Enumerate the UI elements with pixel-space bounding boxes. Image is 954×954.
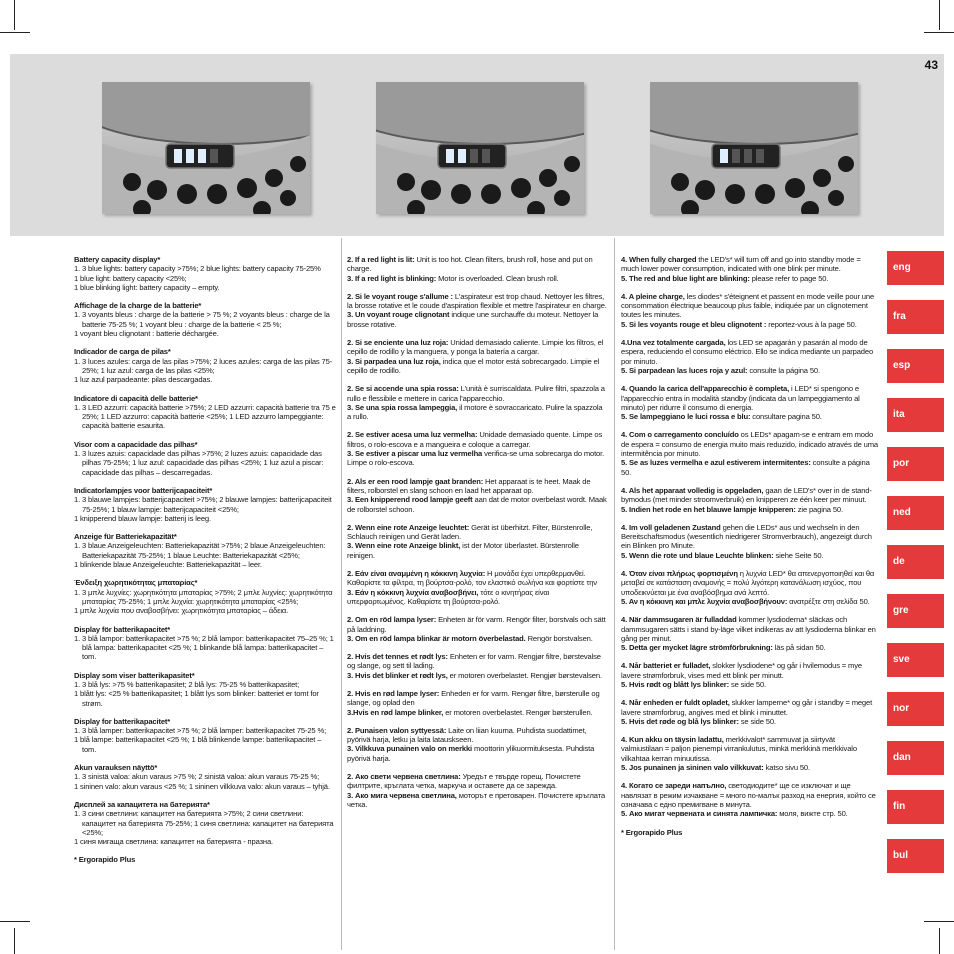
section-line: 1. 3 LED azzurri: capacità batterie >75%; 2 LED azzurri: capacità batterie tra 75 e 25%; 1 LED azzurro: capacità batterie <25%; 1 LED azzurro lampeggiante: capacità batterie esaurita. [74, 402, 336, 431]
section-block [74, 800, 336, 846]
footnote: * Ergorapido Plus [74, 855, 136, 865]
step-text: kommer lysdioderna* släckas och dammsugaren sätts i stand by-läge vilket indikeras av att lysdioderna blinkar en gång per minut. [621, 615, 876, 643]
section-line: 1. 3 blauwe lampjes: batterijcapaciteit >75%; 2 blauwe lampjes: batterijcapaciteit 75-25%; 1 blauw lampje: batterijcapaciteit <25%; [74, 495, 332, 514]
step-label: 5. Hvis rødt og blått lys blinker: [621, 679, 729, 689]
section-block [74, 440, 336, 477]
step-text: Het apparaat is te heet. Maak de filters, rolborstel en slang schoon en laad het apparaat op. [347, 476, 591, 495]
section-block [347, 255, 607, 283]
section-block [74, 301, 336, 338]
step-label: 5. Αν η κόκκινη και μπλε λυχνία αναβοσβήνουν: [621, 596, 788, 606]
section-line: 1 μπλε λυχνία που αναβοσβήνει: χωρητικότητα μπαταρίας – άδεια. [74, 606, 289, 616]
step-text: моля, вижте стр. 50. [777, 809, 848, 819]
product-photo-1 [102, 82, 310, 214]
step-label: 2. Hvis det tennes et rødt lys: [347, 652, 448, 662]
crop-mark [939, 0, 940, 30]
section-line: 1 blue blinking light: battery capacity – empty. [74, 282, 220, 292]
step-text: les diodes* s'éteignent et passent en mode veille pour une consommation électrique beaucoup plus faible, indiquée par un clignotement toutes les minutes. [621, 291, 875, 320]
step-label: 5. Se as luzes vermelha e azul estiverem intermitentes: [621, 458, 811, 468]
section-block [347, 652, 607, 680]
step-text: zie pagina 50. [795, 504, 843, 514]
step-label: 4.Una vez totalmente cargada, [621, 338, 726, 348]
language-tab-sve: sve [887, 643, 944, 677]
section-line: 1 voyant bleu clignotant : batterie déchargée. [74, 329, 219, 339]
crop-mark [14, 928, 15, 954]
section-block [347, 430, 607, 467]
column-divider [341, 238, 342, 950]
section-line: 1 синя мигаща светлина: капацитет на батерията - празна. [74, 837, 273, 847]
language-tab-esp: esp [887, 349, 944, 383]
section-line: 1. 3 sinistä valoa: akun varaus >75 %; 2 sinistä valoa: akun varaus 75-25 %; [74, 772, 320, 782]
section-heading: Battery capacity display* [74, 255, 161, 264]
step-text: η λυχνία LED* θα απενεργοποιηθεί και θα μεταβεί σε κατάσταση αναμονής = πολύ λιγότερη κατανάλωση ισχύος, που υποδεικνύεται με ένα αναβόσβημα ανά λεπτό. [621, 569, 875, 597]
step-text: gehen die LEDs* aus und wechseln in den Bereitschaftsmodus (wesentlich niedrigerer Stromverbrauch), angezeigt durch ein Blinken pro Minute. [621, 522, 872, 551]
language-tab-por: por [887, 447, 944, 481]
section-line: 1. 3 voyants bleus : charge de la batterie > 75 %; 2 voyants bleus : charge de la batterie 75-25 %; 1 voyant bleu : charge de la batterie < 25 %; [74, 310, 330, 329]
section-block [621, 384, 878, 421]
step-text: моторът е претоварен. Почистете кръглата четка. [347, 790, 606, 809]
step-label: 4. A pleine charge, [621, 291, 685, 301]
section-line: 1 luz azul parpadeante: pilas descargadas. [74, 375, 213, 385]
crop-mark [0, 32, 30, 33]
step-label: 2. Als er een rood lampje gaat branden: [347, 476, 484, 486]
section-heading: Дисплей за капацитета на батерията* [74, 799, 210, 809]
section-line: 1 blå lampe: batterikapacitet <25 %; 1 blå blinkende lampe: batterikapacitet – tom. [74, 735, 322, 754]
step-text: moottorin ylikuormituksesta. Puhdista pyörivä harja. [347, 744, 595, 763]
section-heading: Ένδειξη χωρητικότητας μπαταρίας* [74, 578, 198, 588]
column-divider [614, 238, 615, 950]
step-label: 3. Om en röd lampa blinkar är motorn överbelastad. [347, 633, 526, 643]
step-text: consultare pagina 50. [750, 412, 822, 422]
language-tab-fra: fra [887, 300, 944, 334]
language-tab-de: de [887, 545, 944, 579]
step-text: se side 50. [728, 679, 767, 689]
step-text: verifica-se uma sobrecarga do motor. Limpe o rolo-escova. [347, 449, 605, 468]
step-text: Enheten er for varm. Rengjør filtre, børstevalse og slange, og sett til lading. [347, 652, 601, 671]
step-label: 3. Si parpadea una luz roja, [347, 356, 441, 366]
section-line: 1. 3 luzes azuis: capacidade das pilhas >75%; 2 luzes azuis: capacidade das pilhas 75-25%; 1 luz azul: capacidade das pilhas <25%; 1 luz azul a piscar: capacidade das pilhas – descarregadas. [74, 449, 324, 477]
section-line: 1. 3 blå lamper: batterikapacitet >75 %; 2 blå lamper: batterikapacitet 75-25 %; [74, 726, 327, 736]
step-text: please refer to page 50. [749, 273, 829, 283]
section-block [621, 486, 878, 514]
section-heading: Indicatorlampjes voor batterijcapaciteit* [74, 485, 213, 495]
step-label: 5. The red and blue light are blinking: [621, 273, 750, 283]
step-label: 2. Wenn eine rote Anzeige leuchtet: [347, 522, 470, 532]
section-block [621, 430, 878, 476]
footnote: * Ergorapido Plus [621, 827, 683, 837]
step-label: 3. Hvis det blinker et rødt lys, [347, 670, 448, 680]
section-block [74, 717, 336, 754]
section-block [74, 532, 336, 569]
step-text: consulte la página 50. [747, 365, 820, 375]
section-block [347, 726, 607, 763]
step-text: Motor is overloaded. Clean brush roll. [436, 273, 559, 283]
step-text: os LEDs* apagam-se e entram em modo de espera = consumo de energia muito mais reduzido, indicado através de uma intermitência por minuto. [621, 430, 879, 459]
section-block [347, 477, 607, 514]
section-line: 1 blått lys: <25 % batterikapasitet; 1 blått lys som blinker: batteriet er tomt for strøm. [74, 689, 319, 708]
step-label: 4. Når enheden er fuldt opladet, [621, 698, 730, 708]
section-heading: Indicador de carga de pilas* [74, 347, 171, 357]
step-label: 2. Se estiver acesa uma luz vermelha: [347, 430, 478, 440]
step-text: Gerät ist überhitzt. Filter, Bürstenrolle, Schlauch reinigen und Gerät laden. [347, 522, 593, 542]
section-block [74, 394, 336, 431]
step-label: 4. Όταν είναι πλήρως φορτισμένη [621, 569, 738, 579]
language-tab-gre: gre [887, 594, 944, 628]
step-label: 5. Indien het rode en het blauwe lampje knipperen: [621, 504, 796, 514]
step-text: the LED's* will turn off and go into standby mode = much lower power consumption, indicated with one blink per minute. [621, 255, 861, 274]
step-label: 5. Ако мигат червената и синята лампичка: [621, 809, 778, 819]
step-text: er motoren overbelastet. Rengjør børstevalsen. [447, 670, 602, 680]
section-line: 1. 3 blå lampor: batterikapacitet >75 %; 2 blå lampor: batterikapacitet 75–25 %; 1 blå lampa: batterikapacitet <25 %; 1 blinkande blå lampa: batterikapacitet – tom. [74, 633, 334, 662]
language-tab-nor: nor [887, 692, 944, 726]
column-fully-charged [621, 255, 878, 837]
step-label: 5. Se lampeggiano le luci rossa e blu: [621, 412, 751, 422]
section-block [74, 578, 336, 615]
section-block [347, 689, 607, 717]
section-block [347, 338, 607, 375]
step-label: 3. If a red light is blinking: [347, 273, 437, 283]
section-block [74, 763, 336, 791]
section-block [621, 781, 878, 818]
section-block [347, 523, 607, 560]
step-text: Unit is too hot. Clean filters, brush roll, hose and put on charge. [347, 255, 593, 274]
step-label: 4. Når batteriet er fulladet, [621, 661, 711, 671]
section-line: 1 sininen valo: akun varaus <25 %; 1 sininen vilkkuva valo: akun varaus – tyhjä. [74, 781, 330, 791]
step-label: 5. Wenn die rote und blaue Leuchte blinken: [621, 550, 774, 560]
step-text: Rengör borstvalsen. [525, 633, 593, 643]
step-label: 4. Als het apparaat volledig is opgeladen, [621, 485, 764, 495]
step-text: τότε ο κινητήρας είναι υπερφορτωμένος. Καθαρίστε τη βούρτσα-ρολό. [347, 587, 550, 606]
crop-mark [0, 921, 30, 922]
step-text: reportez-vous à la page 50. [766, 319, 857, 329]
section-line: 1. 3 luces azules: carga de las pilas >75%; 2 luces azules: carga de las pilas 75-25%; 1 luz azul: carga de las pilas <25%; [74, 356, 333, 375]
section-block [621, 523, 878, 560]
step-label: 3. Ако мига червена светлина, [347, 790, 457, 800]
step-label: 4. When fully charged [621, 255, 697, 264]
step-text: slokker lysdiodene* og går i hvilemodus = mye lavere strømforbruk, vises med ett blink per minutt. [621, 661, 862, 680]
step-text: L'unità è surriscaldata. Pulire filtri, spazzola a rullo e flessibile e mettere in carica l'apparecchio. [347, 384, 605, 403]
section-block [621, 615, 878, 652]
language-tab-fin: fin [887, 790, 944, 824]
section-block [347, 292, 607, 329]
section-line: 1 blue light: battery capacity <25%; [74, 273, 187, 283]
column-battery-capacity [74, 255, 336, 865]
step-label: 3. Vilkkuva punainen valo on merkki [347, 744, 473, 754]
section-block [74, 625, 336, 662]
section-heading: Akun varauksen näyttö* [74, 763, 158, 773]
step-text: katso sivu 50. [763, 763, 810, 773]
section-line: 1 blinkende blaue Anzeigeleuchte: Batteriekapazität – leer. [74, 560, 262, 570]
section-block [621, 255, 878, 283]
step-label: 2. Punaisen valon syttyessä: [347, 725, 447, 735]
step-text: slukker lamperne* og går i standby = meget lavere strømforbrug, angives med et blink i minuttet. [621, 698, 873, 717]
step-label: 4. Kun akku on täysin ladattu, [621, 735, 724, 745]
step-label: 2. Si se enciente una luz roja: [347, 338, 449, 348]
step-label: 4. Quando la carica dell'apparecchio è completa, [621, 384, 790, 394]
section-block [621, 698, 878, 726]
step-text: siehe Seite 50. [773, 550, 824, 560]
step-label: 2. Hvis en rød lampe lyser: [347, 688, 440, 698]
step-text: i LED* si spengono e l'apparecchio entra in modalità standby (indicata da un lampeggiamento al minuto) per ridurre il consumo di energia. [621, 384, 860, 412]
step-label: 4. Im voll geladenen Zustand [621, 522, 721, 532]
crop-mark [924, 921, 954, 922]
step-label: 3. Εάν η κόκκινη λυχνία αναβοσβήνει, [347, 587, 479, 597]
step-text: Η μονάδα έχει υπερθερμανθεί. Καθαρίστε τα φίλτρα, τη βούρτσα-ρολό, τον ελαστικό σωλήνα και φορτίστε την [347, 569, 597, 588]
language-tab-bul: bul [887, 839, 944, 873]
section-block [347, 384, 607, 421]
crop-mark [924, 32, 954, 33]
step-text: светодиодите* ще се изключат и ще навлязат в режим изчакване = много по-малък разход на енергия, който се означава с едно премигване в минута. [621, 781, 876, 809]
step-label: 3.Hvis en rød lampe blinker, [347, 707, 444, 717]
step-label: 5. Jos punainen ja sininen valo vilkkuvat: [621, 763, 764, 773]
step-label: 5. Si parpadean las luces roja y azul: [621, 365, 748, 375]
step-text: ανατρέξτε στη σελίδα 50. [787, 596, 870, 606]
step-text: il motore è sovraccaricato. Pulire la spazzola a rullo. [347, 402, 603, 422]
step-text: Enheten är för varm. Rengör filter, borstvals och sätt på laddning. [347, 615, 606, 634]
section-heading: Indicatore di capacità delle batterie* [74, 393, 198, 403]
step-text: Laite on liian kuuma. Puhdista suodattimet, pyörivä harja, letku ja laita latauskseen. [347, 725, 587, 745]
step-label: 3. Un voyant rouge clignotant [347, 310, 450, 320]
step-text: aan dat de motor overbelast wordt. Maak de rolborstel schoon. [347, 495, 607, 514]
step-label: 2. Si le voyant rouge s'allume : [347, 291, 453, 301]
step-text: Уредът е твърде горещ. Почистете филтрите, кръглата четка, маркуча и оставете да се зарежда. [347, 772, 581, 791]
step-label: 2. Ако свети червена светлина: [347, 772, 461, 782]
step-text: consulte a página 50. [621, 458, 870, 477]
section-heading: Display for batterikapacitet* [74, 716, 171, 726]
product-photo-3 [650, 82, 858, 214]
language-tab-dan: dan [887, 741, 944, 775]
step-text: los LED se apagarán y pasarán al modo de espera, reduciendo el consumo eléctrico. Ello se indica mediante un parpadeo por minuto. [621, 338, 874, 366]
section-block [621, 292, 878, 329]
step-label: 5. Detta ger mycket lägre strömförbrukning: [621, 643, 773, 653]
section-line: 1 knipperend blauw lampje: batterij is leeg. [74, 513, 211, 523]
section-line: 1. 3 сини светлини: капацитет на батерията >75%; 2 сини светлини: капацитет на батерията 75-25%; 1 синя светлина: капацитет на батерията <25%; [74, 809, 334, 837]
step-label: 3. Se una spia rossa lampeggia, [347, 402, 458, 412]
section-block [347, 569, 607, 606]
section-line: 1. 3 blaue Anzeigeleuchten: Batteriekapazität >75%; 2 blaue Anzeigeleuchten: Batteriekapazität 75-25%; 1 blaue Leuchte: Batteriekapazität <25%; [74, 541, 326, 560]
column-red-light [347, 255, 607, 818]
product-photo-2 [376, 82, 584, 214]
step-text: indica que el motor está sobrecargado. Limpie el cepillo de rodillo. [347, 356, 600, 375]
section-heading: Display som viser batterikapasitet* [74, 670, 195, 680]
section-heading: Affichage de la charge de la batterie* [74, 301, 202, 311]
step-text: er motoren overbelastet. Rengør børsterullen. [443, 707, 593, 717]
step-label: 2. Om en röd lampa lyser: [347, 615, 437, 625]
section-block [347, 615, 607, 643]
step-text: läs på sidan 50. [772, 643, 826, 653]
crop-mark [14, 0, 15, 30]
step-label: 3. Se estiver a piscar uma luz vermelha [347, 449, 483, 459]
language-tab-eng: eng [887, 251, 944, 285]
vacuum-indicator-illustration [102, 82, 310, 214]
step-text: Unidad demasiado caliente. Limpie los filtros, el cepillo de rodillo y la manguera, y ponga la batería a cargar. [347, 338, 604, 357]
step-label: 2. Εάν είναι αναμμένη η κόκκινη λυχνία: [347, 569, 486, 579]
step-label: 5. Si les voyants rouge et bleu clignotent : [621, 319, 767, 329]
step-text: indique une surchauffe du moteur. Nettoyer la brosse rotative. [347, 310, 599, 329]
section-line: 1. 3 blue lights: battery capacity >75%; 2 blue lights: battery capacity 75-25% [74, 264, 321, 274]
section-block [74, 671, 336, 708]
step-text: ist der Motor überlastet. Bürstenrolle reinigen. [347, 541, 579, 560]
section-block [621, 338, 878, 375]
step-label: 4. Com o carregamento concluído [621, 430, 739, 440]
language-tab-ita: ita [887, 398, 944, 432]
step-label: 3. Een knipperend rood lampje geeft [347, 495, 473, 505]
step-label: 2. Se si accende una spia rossa: [347, 384, 459, 394]
step-text: gaan de LED's* over in de stand-bymodus (met minder stroomverbruik) en knipperen ze één keer per minuut. [621, 485, 872, 505]
step-text: merkkivalot* sammuvat ja siirtyvät valmiustilaan = paljon pienempi virrankulutus, minkä merkkinä merkkivalo vilkahtaa kerran minuutissa. [621, 735, 857, 763]
section-heading: Display för batterikapacitet* [74, 624, 171, 634]
step-label: 4. När dammsugaren är fulladdad [621, 615, 737, 625]
section-block [74, 486, 336, 523]
step-label: 4. Когато се зареди напълно, [621, 781, 727, 791]
section-block [347, 772, 607, 809]
step-text: Unidade demasiado quente. Limpe os filtros, o rolo-escova e a mangueira e coloque a carregar. [347, 430, 603, 449]
step-label: 3. Wenn eine rote Anzeige blinkt, [347, 541, 461, 551]
section-block [621, 569, 878, 606]
step-label: 2. If a red light is lit: [347, 255, 415, 264]
section-block [621, 661, 878, 689]
crop-mark [939, 928, 940, 954]
section-heading: Visor com a capacidade das pilhas* [74, 439, 198, 449]
section-line: 1. 3 blå lys: >75 % batterikapasitet; 2 blå lys: 75-25 % batterikapasitet; [74, 679, 300, 689]
section-block [74, 347, 336, 384]
section-line: 1. 3 μπλε λυχνίες: χωρητικότητα μπαταρίας >75%; 2 μπλε λυχνίες: χωρητικότητα μπαταρίας 75-25%; 1 μπλε λυχνία: χωρητικότητα μπαταρίας <25%; [74, 587, 333, 606]
section-block [621, 735, 878, 772]
language-tab-ned: ned [887, 496, 944, 530]
page-number: 43 [924, 58, 938, 72]
section-block [74, 255, 336, 292]
vacuum-indicator-illustration [650, 82, 858, 214]
vacuum-indicator-illustration [376, 82, 584, 214]
step-text: Enheden er for varm. Rengør filtre, børsterulle og slange, og oplad den [347, 688, 600, 708]
step-text: L'aspirateur est trop chaud. Nettoyer les filtres, la brosse rotative et le coude d'aspiration flexible et mettre l'aspirateur en charge. [347, 291, 607, 311]
section-heading: Anzeige für Batteriekapazität* [74, 532, 177, 542]
step-label: 5. Hvis det røde og blå lys blinker: [621, 716, 739, 726]
step-text: se side 50. [738, 716, 776, 726]
